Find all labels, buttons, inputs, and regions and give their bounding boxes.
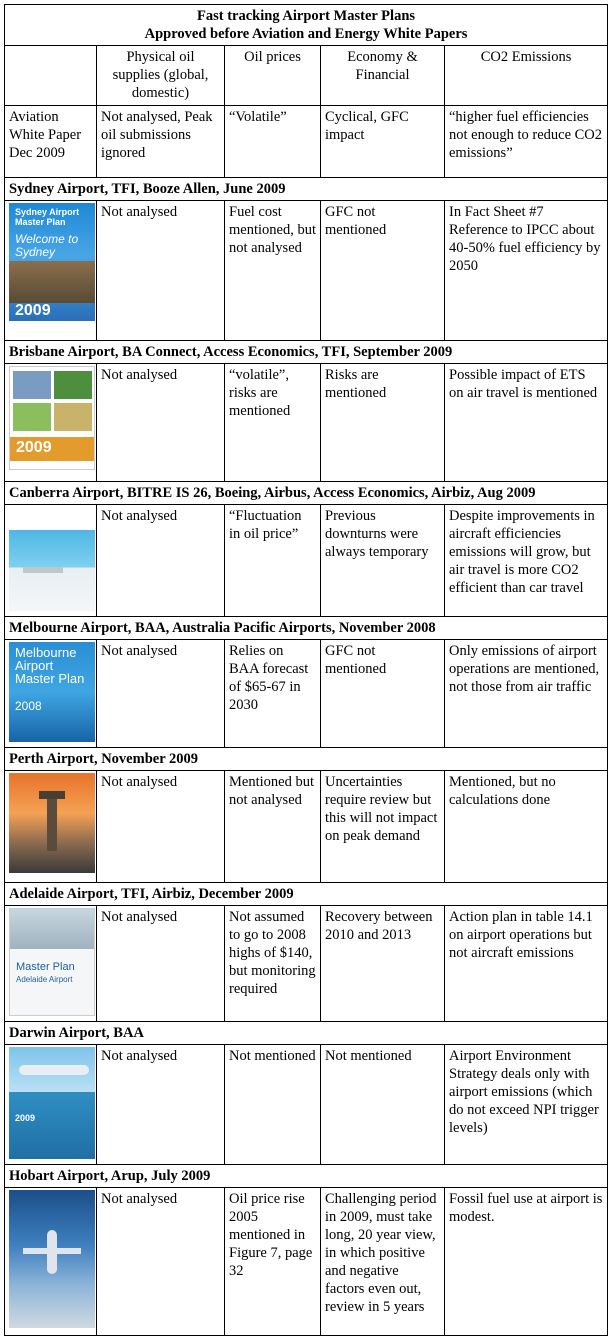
airport-data-row — [5, 201, 608, 341]
airport-heading-row — [5, 341, 608, 364]
airport-data-row — [5, 1188, 608, 1336]
cover-tower — [47, 795, 57, 851]
co2-cell: Mentioned, but no calculations done — [445, 771, 608, 883]
airport-data-row — [5, 640, 608, 748]
oil-prices-cell: Mentioned but not analysed — [225, 771, 321, 883]
airport-cover-cell — [5, 505, 97, 617]
comparison-table — [4, 4, 608, 1336]
airport-cover-cell — [5, 640, 97, 748]
oil-prices-cell: Fuel cost mentioned, but not analysed — [225, 201, 321, 341]
economy-cell: Challenging period in 2009, must take long, 20 year view, in which positive and negative factors even out, review in 5 years — [321, 1188, 445, 1336]
airport-data-row — [5, 771, 608, 883]
oil-supplies-cell: Not analysed — [97, 364, 225, 482]
cover-year: 2009 — [15, 1113, 36, 1123]
title-line-1: Fast tracking Airport Master Plans — [197, 8, 416, 24]
white-paper-oil-prices: “Volatile” — [225, 106, 321, 178]
economy-cell: Risks are mentioned — [321, 364, 445, 482]
economy-cell: Not mentioned — [321, 1045, 445, 1165]
cover-plane-wings — [23, 1248, 81, 1254]
co2-cell: Possible impact of ETS on air travel is mentioned — [445, 364, 608, 482]
airport-heading: Melbourne Airport, BAA, Australia Pacific Airports, November 2008 — [5, 617, 608, 640]
oil-prices-cell: “volatile”, risks are mentioned — [225, 364, 321, 482]
header-oil-supplies: Physical oil supplies (global, domestic) — [97, 46, 225, 106]
airport-cover-cell — [5, 364, 97, 482]
cover-photo-1 — [13, 371, 51, 399]
title-row — [5, 5, 608, 46]
cover-subtitle: Welcome to Sydney — [15, 232, 79, 259]
airport-heading: Brisbane Airport, BA Connect, Access Economics, TFI, September 2009 — [5, 341, 608, 364]
airport-data-row — [5, 505, 608, 617]
co2-cell: Action plan in table 14.1 on airport operations but not aircraft emissions — [445, 906, 608, 1022]
oil-prices-cell: Not assumed to go to 2008 highs of $140, but monitoring required — [225, 906, 321, 1022]
airport-heading: Perth Airport, November 2009 — [5, 748, 608, 771]
co2-cell: Despite improvements in aircraft efficiencies emissions will grow, but air travel is more CO2 efficient than car travel — [445, 505, 608, 617]
cover-photo-4 — [54, 403, 92, 431]
oil-prices-cell: Relies on BAA forecast of $65-67 in 2030 — [225, 640, 321, 748]
oil-prices-cell: “Fluctuation in oil price” — [225, 505, 321, 617]
airport-heading: Canberra Airport, BITRE IS 26, Boeing, Airbus, Access Economics, Airbiz, Aug 2009 — [5, 482, 608, 505]
cover-plane — [23, 567, 63, 573]
airport-heading: Darwin Airport, BAA — [5, 1022, 608, 1045]
co2-cell: Airport Environment Strategy deals only with airport emissions (which do not exceed NPI trigger levels) — [445, 1045, 608, 1165]
title-line-2: Approved before Aviation and Energy White Papers — [144, 26, 468, 42]
canberra-cover-image — [9, 507, 95, 611]
oil-supplies-cell: Not analysed — [97, 906, 225, 1022]
airport-heading-row — [5, 482, 608, 505]
airport-cover-cell — [5, 1045, 97, 1165]
oil-supplies-cell: Not analysed — [97, 1045, 225, 1165]
cover-title: Melbourne Airport Master Plan — [15, 645, 85, 686]
economy-cell: Recovery between 2010 and 2013 — [321, 906, 445, 1022]
co2-cell: Fossil fuel use at airport is modest. — [445, 1188, 608, 1336]
airport-heading-row — [5, 1022, 608, 1045]
cover-photo-2 — [54, 371, 92, 399]
economy-cell: GFC not mentioned — [321, 640, 445, 748]
airport-cover-cell — [5, 906, 97, 1022]
economy-cell: GFC not mentioned — [321, 201, 445, 341]
header-row — [5, 46, 608, 106]
cover-photo-3 — [13, 403, 51, 431]
perth-cover-image — [9, 773, 95, 873]
cover-year: 2009 — [15, 302, 51, 319]
melbourne-cover-image — [9, 642, 95, 742]
adelaide-cover-image — [9, 908, 95, 1016]
white-paper-oil-supplies: Not analysed, Peak oil submissions ignored — [97, 106, 225, 178]
oil-supplies-cell: Not analysed — [97, 1188, 225, 1336]
airport-cover-cell — [5, 771, 97, 883]
airport-heading-row — [5, 1165, 608, 1188]
airport-heading: Hobart Airport, Arup, July 2009 — [5, 1165, 608, 1188]
oil-supplies-cell: Not analysed — [97, 201, 225, 341]
cover-tower-top — [39, 791, 65, 799]
cover-year: 2008 — [15, 699, 42, 713]
cover-title: Sydney Airport Master Plan — [15, 207, 80, 227]
airport-heading-row — [5, 748, 608, 771]
airport-heading: Adelaide Airport, TFI, Airbiz, December 2009 — [5, 883, 608, 906]
airport-heading-row — [5, 178, 608, 201]
darwin-cover-image — [9, 1047, 95, 1159]
brisbane-cover-image — [9, 366, 95, 470]
co2-cell: Only emissions of airport operations are mentioned, not those from air traffic — [445, 640, 608, 748]
header-empty-cell — [5, 46, 97, 106]
airport-data-row — [5, 906, 608, 1022]
airport-data-row — [5, 364, 608, 482]
table-title — [5, 5, 608, 46]
cover-photo — [9, 261, 95, 303]
oil-supplies-cell: Not analysed — [97, 640, 225, 748]
airport-data-row — [5, 1045, 608, 1165]
cover-photo — [10, 909, 94, 949]
header-oil-prices: Oil prices — [225, 46, 321, 106]
header-economy: Economy & Financial — [321, 46, 445, 106]
oil-prices-cell: Oil price rise 2005 mentioned in Figure 7, page 32 — [225, 1188, 321, 1336]
cover-subtitle: Adelaide Airport — [16, 975, 73, 984]
sydney-cover-image — [9, 203, 95, 321]
airport-cover-cell — [5, 1188, 97, 1336]
oil-supplies-cell: Not analysed — [97, 505, 225, 617]
cover-plane — [19, 1065, 89, 1075]
airport-cover-cell — [5, 201, 97, 341]
economy-cell: Previous downturns were always temporary — [321, 505, 445, 617]
airport-heading-row — [5, 883, 608, 906]
oil-supplies-cell: Not analysed — [97, 771, 225, 883]
oil-prices-cell: Not mentioned — [225, 1045, 321, 1165]
white-paper-co2: “higher fuel efficiencies not enough to reduce CO2 emissions” — [445, 106, 608, 178]
cover-title: Master Plan — [16, 961, 75, 973]
white-paper-label: Aviation White Paper Dec 2009 — [5, 106, 97, 178]
airport-heading: Sydney Airport, TFI, Booze Allen, June 2009 — [5, 178, 608, 201]
white-paper-economy: Cyclical, GFC impact — [321, 106, 445, 178]
hobart-cover-image — [9, 1190, 95, 1328]
header-co2: CO2 Emissions — [445, 46, 608, 106]
airport-heading-row — [5, 617, 608, 640]
cover-year: 2009 — [16, 439, 52, 456]
white-paper-row — [5, 106, 608, 178]
economy-cell: Uncertainties require review but this will not impact on peak demand — [321, 771, 445, 883]
co2-cell: In Fact Sheet #7 Reference to IPCC about 40-50% fuel efficiency by 2050 — [445, 201, 608, 341]
